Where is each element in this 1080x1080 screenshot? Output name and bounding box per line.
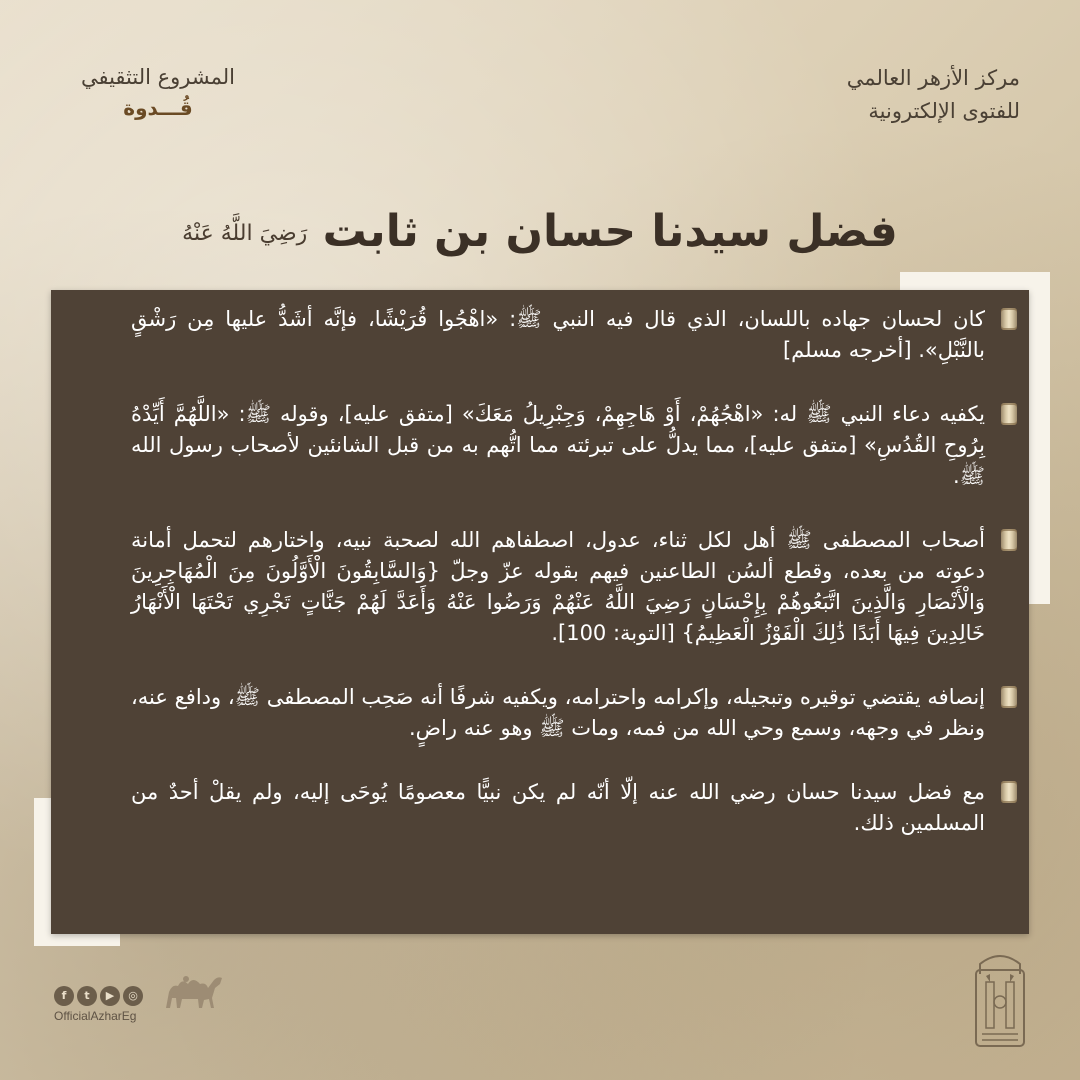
scroll-bullet-icon bbox=[1001, 529, 1017, 551]
honorific-calligraphy: رَضِيَ اللَّهُ عَنْهُ bbox=[182, 221, 308, 246]
instagram-icon[interactable]: ◎ bbox=[123, 986, 143, 1006]
scroll-bullet-icon bbox=[1001, 403, 1017, 425]
list-item bbox=[131, 399, 1017, 492]
azhar-emblem-icon bbox=[972, 950, 1028, 1050]
project-brand: قُـــدوة bbox=[123, 96, 193, 120]
organization-name bbox=[847, 62, 1020, 128]
paragraph-text: مع فضل سيدنا حسان رضي الله عنه إلّا أنّه لم يكن نبيًّا معصومًا يُوحَى إليه، ولم يقلْ أحدٌ من المسلمين ذلك. bbox=[131, 780, 985, 835]
page-title bbox=[0, 202, 1080, 264]
camel-silhouette-icon bbox=[160, 968, 230, 1016]
paragraph-text: يكفيه دعاء النبي ﷺ له: «اهْجُهُمْ، أَوْ هَاجِهِمْ، وَجِبْرِيلُ مَعَكَ» [متفق عليه]، وقوله ﷺ: «اللَّهُمَّ أَيِّدْهُ بِرُوحِ القُدُسِ» [متفق عليه]، مما يدلُّ على تبرئته مما اتُّهم به من قبل الشانئين لأصحاب رسول الله ﷺ. bbox=[131, 402, 985, 488]
scroll-bullet-icon bbox=[1001, 308, 1017, 330]
list-item bbox=[131, 777, 1017, 839]
facebook-icon[interactable]: f bbox=[54, 986, 74, 1006]
page-title-text: فضل سيدنا حسان بن ثابت bbox=[322, 206, 898, 257]
paragraph-text: كان لحسان جهاده باللسان، الذي قال فيه النبي ﷺ: «اهْجُوا قُرَيْشًا، فإنَّه أشَدُّ عليها مِن رَشْقٍ بالنَّبْلِ». [أخرجه مسلم] bbox=[131, 307, 985, 362]
youtube-icon[interactable]: ▶ bbox=[100, 986, 120, 1006]
social-links bbox=[54, 986, 143, 1023]
social-icons-row bbox=[54, 986, 143, 1006]
organization-line-1: مركز الأزهر العالمي bbox=[846, 66, 1020, 90]
twitter-icon[interactable]: t bbox=[77, 986, 97, 1006]
social-handle: OfficialAzharEg bbox=[54, 1009, 137, 1023]
paragraph-text: أصحاب المصطفى ﷺ أهل لكل ثناء، عدول، اصطفاهم الله لصحبة نبيه، واختارهم لتحمل أمانة دعوته من بعده، وقطع ألسُن الطاعنين فيهم بقوله عزّ وجلّ {وَالسَّابِقُونَ الْأَوَّلُونَ مِنَ الْمُهَاجِرِينَ وَالْأَنْصَارِ وَالَّذِينَ اتَّبَعُوهُمْ بِإِحْسَانٍ رَضِيَ اللَّهُ عَنْهُمْ وَرَضُوا عَنْهُ وَأَعَدَّ لَهُمْ جَنَّاتٍ تَجْرِي تَحْتَهَا الْأَنْهَارُ خَالِدِينَ فِيهَا أَبَدًا ذَٰلِكَ الْفَوْزُ الْعَظِيمُ} [التوبة: 100]. bbox=[131, 528, 985, 645]
project-name: المشروع التثقيفي bbox=[80, 65, 236, 89]
list-item bbox=[131, 682, 1017, 744]
scroll-bullet-icon bbox=[1001, 686, 1017, 708]
scroll-bullet-icon bbox=[1001, 781, 1017, 803]
organization-line-2: للفتوى الإلكترونية bbox=[868, 99, 1020, 123]
project-label bbox=[38, 62, 278, 124]
bullet-list bbox=[131, 304, 1017, 839]
list-item bbox=[131, 304, 1017, 366]
paragraph-text: إنصافه يقتضي توقيره وتبجيله، وإكرامه واحترامه، ويكفيه شرفًا أنه صَحِب المصطفى ﷺ، ودافع عنه، ونظر في وجهه، وسمع وحي الله من فمه، ومات ﷺ وهو عنه راضٍ. bbox=[131, 685, 985, 740]
list-item bbox=[131, 525, 1017, 649]
content-panel bbox=[51, 290, 1029, 934]
